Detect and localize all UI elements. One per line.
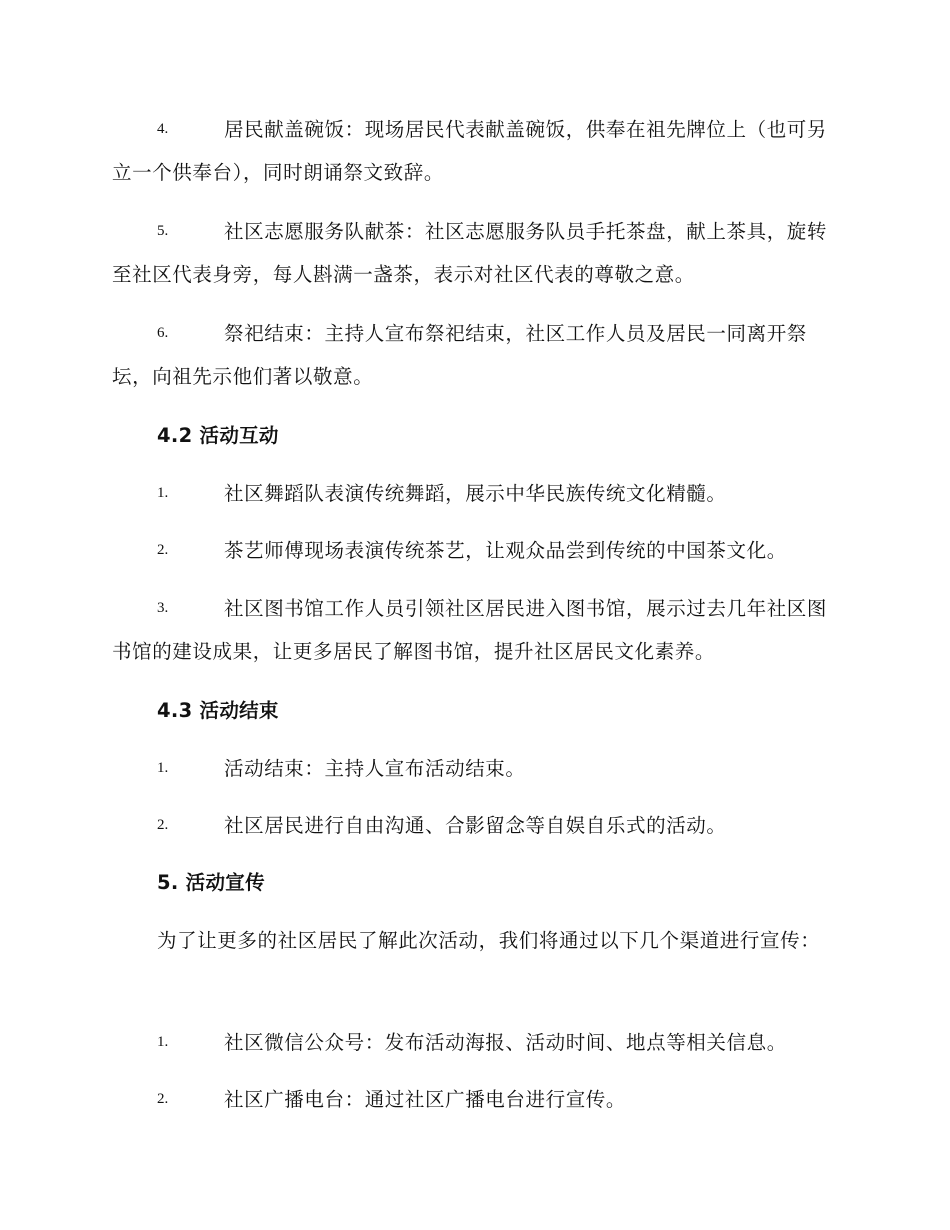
section-heading: 4.2 活动互动 bbox=[157, 424, 279, 447]
list-item bbox=[112, 1021, 837, 1064]
list-number: 1. bbox=[157, 760, 169, 776]
intro-paragraph: 为了让更多的社区居民了解此次活动，我们将通过以下几个渠道进行宣传： bbox=[157, 929, 821, 952]
list-item-text: 居民献盖碗饭：现场居民代表献盖碗饭，供奉在祖先牌位上（也可另立一个供奉台），同时朗诵祭文致辞。 bbox=[112, 118, 828, 184]
list-number: 5. bbox=[157, 223, 169, 239]
list-item-text: 活动结束：主持人宣布活动结束。 bbox=[224, 757, 526, 780]
list-item bbox=[112, 312, 837, 398]
list-item-text: 社区微信公众号：发布活动海报、活动时间、地点等相关信息。 bbox=[224, 1031, 787, 1054]
list-item bbox=[112, 747, 837, 790]
list-item bbox=[112, 529, 837, 572]
list-item-text: 社区志愿服务队献茶：社区志愿服务队员手托茶盘，献上茶具，旋转至社区代表身旁，每人斟满一盏茶，表示对社区代表的尊敬之意。 bbox=[112, 220, 828, 286]
list-number: 6. bbox=[157, 325, 169, 341]
list-number: 1. bbox=[157, 1034, 169, 1050]
list-item bbox=[112, 804, 837, 847]
list-number: 2. bbox=[157, 1091, 169, 1107]
list-item bbox=[112, 472, 837, 515]
section-heading: 4.3 活动结束 bbox=[157, 699, 279, 722]
list-number: 3. bbox=[157, 600, 169, 616]
list-item-text: 社区图书馆工作人员引领社区居民进入图书馆，展示过去几年社区图书馆的建设成果，让更多居民了解图书馆，提升社区居民文化素养。 bbox=[112, 597, 828, 663]
list-item bbox=[112, 210, 837, 296]
section-heading: 5. 活动宣传 bbox=[157, 871, 265, 894]
list-item bbox=[112, 1078, 837, 1121]
list-item-text: 祭祀结束：主持人宣布祭祀结束，社区工作人员及居民一同离开祭坛，向祖先示他们著以敬意。 bbox=[112, 322, 807, 388]
list-number: 1. bbox=[157, 485, 169, 501]
list-item-text: 社区广播电台：通过社区广播电台进行宣传。 bbox=[224, 1088, 627, 1111]
list-item-text: 社区舞蹈队表演传统舞蹈，展示中华民族传统文化精髓。 bbox=[224, 482, 727, 505]
list-number: 2. bbox=[157, 817, 169, 833]
list-number: 4. bbox=[157, 121, 169, 137]
list-item bbox=[112, 108, 837, 194]
list-item bbox=[112, 587, 837, 673]
list-item-text: 社区居民进行自由沟通、合影留念等自娱自乐式的活动。 bbox=[224, 814, 727, 837]
list-item-text: 茶艺师傅现场表演传统茶艺，让观众品尝到传统的中国茶文化。 bbox=[224, 539, 787, 562]
list-number: 2. bbox=[157, 542, 169, 558]
